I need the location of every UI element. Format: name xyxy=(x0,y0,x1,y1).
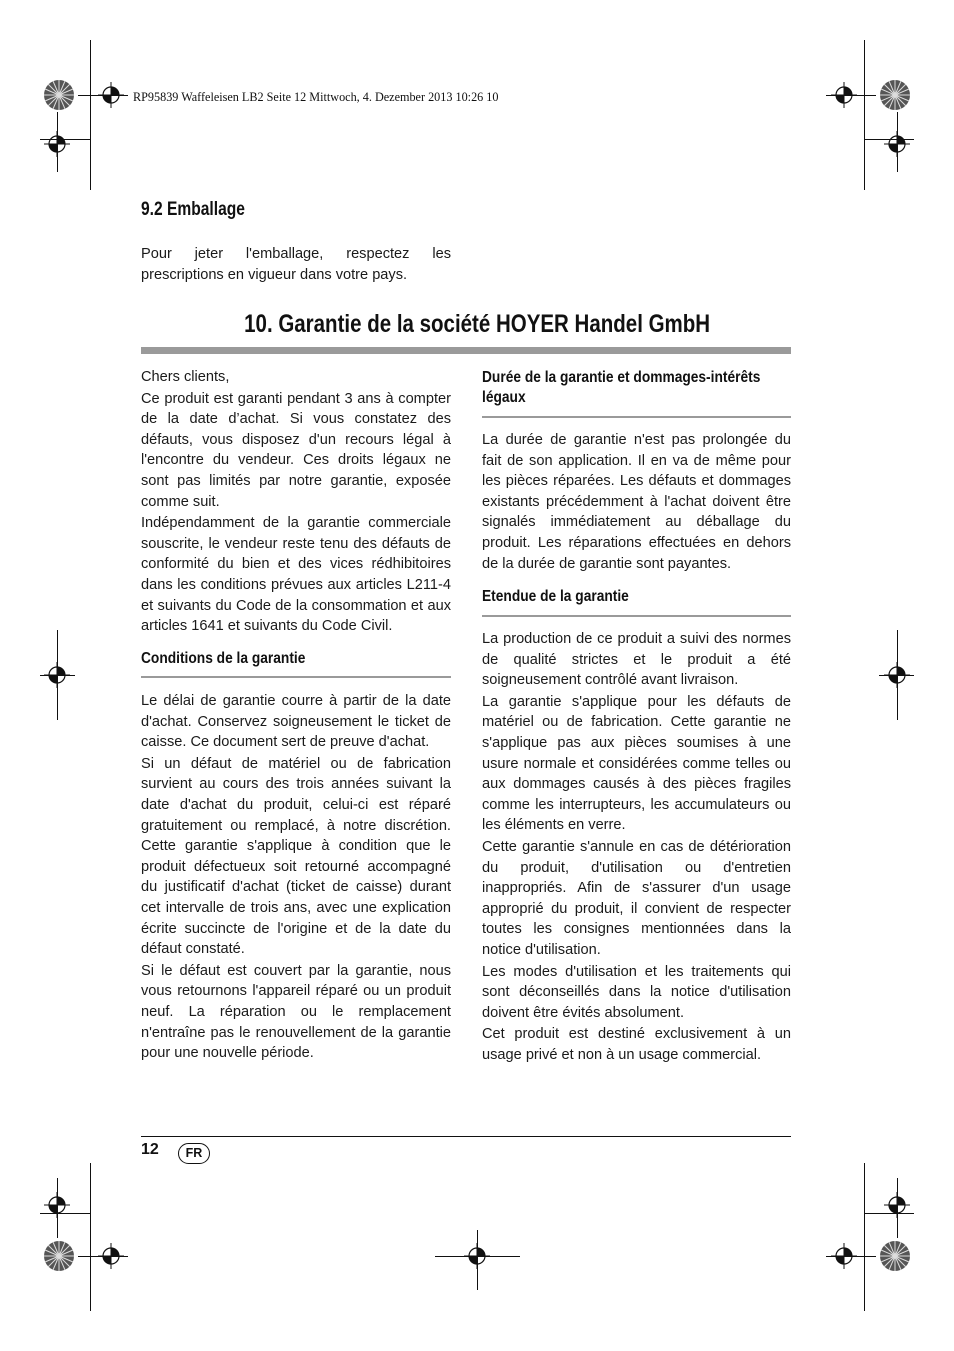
chapter-title-rule xyxy=(141,347,791,354)
print-slug: RP95839 Waffeleisen LB2 Seite 12 Mittwoch, 4. Dezember 2013 10:26 10 xyxy=(133,90,499,104)
etendue-paragraph: Les modes d'utilisation et les traitements qui sont déconseillés dans la notice d'utilisation doivent être évités absolument. xyxy=(482,963,791,1021)
page-number: 12 xyxy=(141,1141,159,1158)
registration-mark-icon xyxy=(44,1192,70,1218)
registration-mark-icon xyxy=(884,131,910,157)
registration-mark-icon xyxy=(464,1243,490,1269)
starburst-target-icon xyxy=(43,79,75,111)
registration-mark-icon xyxy=(831,1243,857,1269)
starburst-target-icon xyxy=(879,79,911,111)
etendue-paragraph: La garantie s'applique pour les défauts de matériel ou de fabrication. Cette garantie ne s'applique pas aux pièces soumises à une usure normale et considérées comme telles ou aux dommages causés à des pièces fragiles comme les interrupteurs, les accumulateurs ou les éléments en verre. xyxy=(482,693,791,834)
registration-mark-icon xyxy=(98,1243,124,1269)
conditions-paragraph: Si le défaut est couvert par la garantie, nous vous retournons l'appareil réparé ou un produit neuf. La réparation ou le remplacement n'entraîne pas le renouvellement de la garantie pour une nouvelle période. xyxy=(141,962,451,1062)
intro-paragraph: Ce produit est garanti pendant 3 ans à compter de la date d’achat. Si vous constatez des défauts, vous disposez d'un recours légal à l'encontre du vendeur. Ces droits légaux ne sont pas limités par notre garantie, exposée comme suit. xyxy=(141,390,451,510)
chapter-title-text: 10. Garantie de la société HOYER Handel GmbH xyxy=(244,310,710,338)
crop-line xyxy=(90,1163,91,1311)
crop-line xyxy=(864,40,865,190)
right-column-duree xyxy=(482,430,791,575)
crop-line xyxy=(864,1163,865,1311)
footer-rule xyxy=(141,1136,791,1137)
conditions-paragraph: Le délai de garantie courre à partir de la date d'achat. Conservez soigneusement le ticket de caisse. Ce document sert de preuve d'achat. xyxy=(141,693,451,751)
emballage-paragraph: Pour jeter l'emballage, respectez les prescriptions en vigueur dans votre pays. xyxy=(141,246,451,283)
subheading-duree: Durée de la garantie et dommages-intérêts légaux xyxy=(482,369,761,406)
etendue-paragraph: Cet produit est destiné exclusivement à un usage privé et non à un usage commercial. xyxy=(482,1026,791,1063)
language-badge: FR xyxy=(178,1143,210,1164)
etendue-paragraph: Cette garantie s'annule en cas de détérioration du produit, d'utilisation ou d'entretien inappropriés. Afin de s'assurer d'un usage approprié du produit, il convient de respecter toutes les consignes mentionnées dans la notice d'utilisation. xyxy=(482,838,791,958)
starburst-target-icon xyxy=(43,1240,75,1272)
subheading-conditions: Conditions de la garantie xyxy=(141,650,306,667)
registration-mark-icon xyxy=(44,131,70,157)
section-heading-emballage: 9.2 Emballage xyxy=(141,199,245,220)
left-column-intro xyxy=(141,367,451,638)
emballage-text-block xyxy=(141,244,451,286)
subheading-rule xyxy=(141,676,451,678)
starburst-target-icon xyxy=(879,1240,911,1272)
left-column-conditions xyxy=(141,691,451,1065)
chapter-title xyxy=(0,310,954,339)
registration-mark-icon xyxy=(98,82,124,108)
right-column-etendue xyxy=(482,629,791,1066)
registration-mark-icon xyxy=(884,1192,910,1218)
intro-paragraph: Indépendamment de la garantie commerciale souscrite, le vendeur reste tenu des défauts de conformité du bien et des vices rédhibitoires dans les conditions prévues aux articles L211-4 et suivants du Code de la consommation et aux articles 1641 et suivants du Code Civil. xyxy=(141,515,451,635)
conditions-paragraph: Si un défaut de matériel ou de fabrication survient au cours des trois années suivant la date d'achat du produit, celui-ci est réparé gratuitement ou remplacé, à notre discrétion. Cette garantie s'applique à condition que le produit défectueux soit retourné accompagné du justificatif d'achat (ticket de caisse) durant cet intervalle de trois ans, avec une explication écrite succincte de l'origine et de la date du défaut constaté. xyxy=(141,755,451,958)
subheading-rule xyxy=(482,615,791,617)
etendue-paragraph: La production de ce produit a suivi des normes de qualité strictes et le produit a été soigneusement contrôlé avant livraison. xyxy=(482,631,791,689)
registration-mark-icon xyxy=(44,662,70,688)
subheading-rule xyxy=(482,416,791,418)
duree-paragraph: La durée de garantie n'est pas prolongée du fait de son application. Il en va de même pour les pièces réparées. Les défauts et dommages existants précédemment à l'achat doivent être signalés immédiatement au déballage du produit. Les réparations effectuées en dehors de la durée de garantie sont payantes. xyxy=(482,432,791,572)
crop-line xyxy=(90,40,91,190)
registration-mark-icon xyxy=(831,82,857,108)
intro-paragraph: Chers clients, xyxy=(141,369,230,385)
registration-mark-icon xyxy=(884,662,910,688)
subheading-etendue: Etendue de la garantie xyxy=(482,588,629,605)
